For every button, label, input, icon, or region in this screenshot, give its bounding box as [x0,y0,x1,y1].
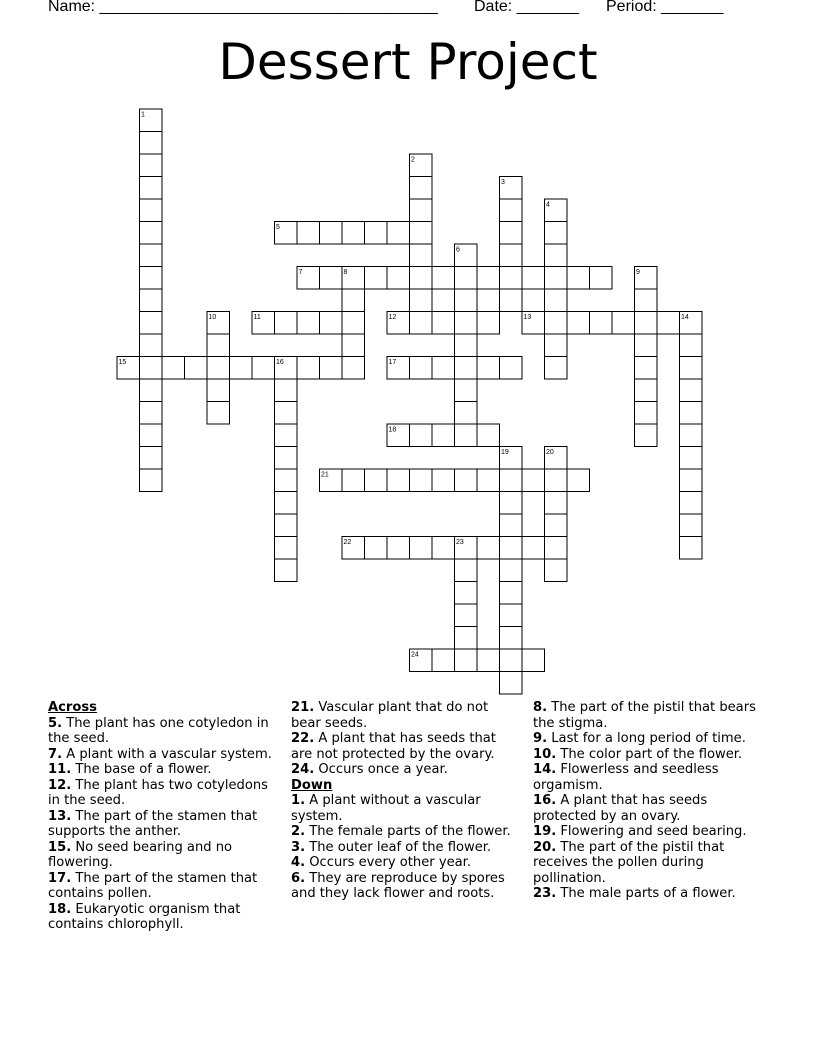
grid-cell[interactable] [635,402,658,425]
grid-cell[interactable] [500,267,523,290]
clues-column-3 [533,700,759,902]
clue-number: 11. [48,762,72,777]
grid-cell[interactable] [275,469,298,492]
grid-cell[interactable] [545,469,568,492]
across-clue [48,902,274,933]
grid-cell[interactable] [140,424,163,447]
clue-text: A plant that has seeds that are not protected by the ovary. [291,731,496,762]
clue-text: No seed bearing and no flowering. [48,839,233,870]
clue-number-label: 4 [546,201,550,209]
grid-cell[interactable] [140,357,163,380]
grid-cell[interactable] [140,469,163,492]
clue-text: A plant with a vascular system. [62,746,272,762]
grid-cell[interactable] [455,267,478,290]
grid-cell[interactable] [590,267,613,290]
grid-cell[interactable] [545,514,568,537]
grid-cell[interactable] [410,357,433,380]
name-field: Name: ______________________________________ [48,0,438,15]
clue-text: The part of the stamen that supports the anther. [48,808,258,839]
clue-number-label: 20 [546,449,554,456]
grid-cell[interactable] [140,447,163,470]
clue-number-label: 13 [523,314,532,321]
grid-cell[interactable] [230,357,253,380]
grid-cell[interactable] [320,312,343,335]
grid-cell[interactable] [297,357,320,380]
grid-cell[interactable] [320,267,343,290]
grid-cell[interactable] [140,177,163,200]
clue-number-label: 18 [388,426,397,434]
clue-number: 15. [48,839,72,855]
grid-cell[interactable] [342,469,365,492]
clue-text: The color part of the flower. [556,746,743,762]
clue-number: 16. [533,793,557,808]
grid-cell[interactable] [410,469,433,492]
grid-cell[interactable] [297,312,320,335]
grid-cell[interactable] [680,402,703,425]
clue-number-label: 5 [276,224,280,231]
grid-cell[interactable] [207,402,230,425]
clue-text: Vascular plant that do not bear seeds. [291,700,489,731]
clue-number-label: 10 [208,314,217,321]
grid-cell[interactable] [207,357,230,380]
clue-text: The female parts of the flower. [305,824,511,839]
grid-cell[interactable] [522,267,545,290]
across-clue [48,747,274,763]
grid-cell[interactable] [500,582,523,605]
grid-cell[interactable] [500,199,523,222]
grid-cell[interactable] [342,334,365,357]
clue-number-label: 8 [343,269,348,276]
down-clue [291,871,517,902]
grid-cell[interactable] [545,267,568,290]
clue-text: The male parts of a flower. [556,886,736,901]
page-title: Dessert Project [218,33,598,91]
grid-cell[interactable] [140,267,163,290]
grid-cell[interactable] [545,289,568,312]
grid-cell[interactable] [252,357,275,380]
grid-cell[interactable] [162,357,185,380]
grid-cell[interactable] [680,334,703,357]
grid-cell[interactable] [477,357,500,380]
grid-cell[interactable] [635,289,658,312]
grid-cell[interactable] [590,312,613,335]
grid-cell[interactable] [410,537,433,560]
grid-cell[interactable] [342,289,365,312]
across-clue [291,731,517,762]
clue-number-label: 24 [411,651,419,659]
clue-text: The part of the stamen that contains pollen. [48,870,258,901]
grid-cell[interactable] [275,447,298,470]
grid-cell[interactable] [545,492,568,515]
grid-cell[interactable] [680,357,703,380]
grid-cell[interactable] [410,199,433,222]
clue-number: 18. [48,901,72,917]
across-clue [48,871,274,902]
clue-number: 3. [291,839,306,855]
grid-cell[interactable] [455,402,478,425]
grid-cell[interactable] [140,379,163,402]
grid-cell[interactable] [567,469,590,492]
clue-number: 9. [533,731,548,746]
clue-number: 21. [291,700,315,715]
clue-number-label: 17 [388,359,397,366]
grid-cell[interactable] [387,537,410,560]
grid-cell[interactable] [320,357,343,380]
grid-cell[interactable] [432,312,455,335]
grid-cell[interactable] [545,244,568,267]
down-clue [291,840,517,856]
grid-cell[interactable] [410,289,433,312]
clue-number-label: 22 [343,539,352,546]
grid-cell[interactable] [522,537,545,560]
grid-cell[interactable] [545,357,568,380]
clue-number-label: 15 [118,359,127,366]
grid-cell[interactable] [635,357,658,380]
grid-cell[interactable] [477,469,500,492]
grid-cell[interactable] [410,424,433,447]
grid-cell[interactable] [455,289,478,312]
clue-number: 19. [533,824,557,839]
grid-cell[interactable] [545,334,568,357]
grid-cell[interactable] [455,559,478,582]
grid-cell[interactable] [275,312,298,335]
grid-cell[interactable] [635,334,658,357]
down-clue [533,747,759,763]
clue-number-label: 9 [636,269,640,276]
grid-cell[interactable] [455,604,478,627]
grid-cell[interactable] [545,312,568,335]
grid-cell[interactable] [635,424,658,447]
clue-number-label: 23 [456,539,464,546]
down-heading: Down [291,777,333,793]
clue-number-label: 21 [321,471,329,479]
grid-cell[interactable] [410,244,433,267]
grid-cell[interactable] [680,447,703,470]
clue-text: The plant has one cotyledon in the seed. [48,715,269,746]
clue-number: 13. [48,808,72,824]
grid-cell[interactable] [275,492,298,515]
grid-cell[interactable] [342,312,365,335]
grid-cell[interactable] [140,132,163,155]
across-clue [291,700,517,731]
down-clue [533,762,759,793]
clue-number: 10. [533,746,557,762]
grid-cell[interactable] [455,627,478,650]
clue-number-label: 16 [276,359,284,366]
grid-cell[interactable] [500,649,523,672]
clue-number-label: 19 [501,449,509,456]
grid-cell[interactable] [500,289,523,312]
clue-number: 22. [291,731,315,746]
clue-text: Flowerless and seedless orgamism. [533,762,719,793]
clue-number-label: 7 [298,269,303,276]
grid-cell[interactable] [432,424,455,447]
grid-cell[interactable] [140,289,163,312]
grid-cell[interactable] [680,469,703,492]
grid-cell[interactable] [500,537,523,560]
grid-cell[interactable] [275,424,298,447]
across-clue [48,762,274,778]
grid-cell[interactable] [500,469,523,492]
clue-text: The outer leaf of the flower. [305,839,492,855]
clue-number: 12. [48,777,72,793]
clue-text: The part of the pistil that receives the pollen during pollination. [533,839,725,886]
grid-cell[interactable] [680,379,703,402]
clue-number: 14. [533,762,557,777]
grid-cell[interactable] [410,312,433,335]
clues-column-2 [291,700,517,902]
clue-text: Flowering and seed bearing. [556,824,747,839]
grid-cell[interactable] [140,244,163,267]
clue-text: The plant has two cotyledons in the seed. [48,777,268,808]
grid-cell[interactable] [522,469,545,492]
down-clue [291,855,517,871]
grid-cell[interactable] [140,154,163,177]
clue-number: 24. [291,762,315,777]
clue-number: 5. [48,715,63,731]
clue-text: A plant without a vascular system. [291,793,481,824]
grid-cell[interactable] [342,357,365,380]
clue-number: 17. [48,870,72,886]
down-clue [533,840,759,887]
down-clue [533,793,759,824]
grid-cell[interactable] [567,312,590,335]
grid-cell[interactable] [477,312,500,335]
grid-cell[interactable] [500,604,523,627]
clue-number: 7. [48,746,63,762]
grid-cell[interactable] [657,312,680,335]
clue-number-label: 2 [411,156,415,164]
grid-cell[interactable] [477,267,500,290]
grid-cell[interactable] [680,424,703,447]
grid-cell[interactable] [477,649,500,672]
clue-number: 2. [291,824,306,839]
grid-cell[interactable] [635,312,658,335]
across-clue [48,809,274,840]
grid-cell[interactable] [500,559,523,582]
grid-cell[interactable] [140,222,163,245]
grid-cell[interactable] [432,469,455,492]
grid-cell[interactable] [635,379,658,402]
clue-number: 20. [533,839,557,855]
grid-cell[interactable] [275,559,298,582]
grid-cell[interactable] [275,402,298,425]
grid-cell[interactable] [455,649,478,672]
grid-cell[interactable] [500,492,523,515]
grid-cell[interactable] [545,559,568,582]
clue-text: They are reproduce by spores and they lack flower and roots. [291,870,505,901]
clue-text: A plant that has seeds protected by an ovary. [533,793,708,824]
clue-number-label: 1 [141,111,145,119]
grid-cell[interactable] [455,469,478,492]
grid-cell[interactable] [500,222,523,245]
grid-cell[interactable] [500,357,523,380]
grid-cell[interactable] [455,334,478,357]
grid-cell[interactable] [365,537,388,560]
clue-text: The base of a flower. [71,762,212,777]
grid-cell[interactable] [320,222,343,245]
clue-text: Occurs once a year. [314,762,448,777]
clue-number-label: 12 [388,314,397,321]
grid-cell[interactable] [567,267,590,290]
grid-cell[interactable] [207,379,230,402]
grid-cell[interactable] [500,244,523,267]
clue-number-label: 3 [501,179,505,186]
clue-number: 8. [533,700,548,715]
grid-cell[interactable] [455,582,478,605]
down-clue [291,793,517,824]
grid-cell[interactable] [477,537,500,560]
across-clue [48,778,274,809]
grid-cell[interactable] [545,537,568,560]
down-clue [533,700,759,731]
grid-cell[interactable] [455,379,478,402]
grid-cell[interactable] [275,514,298,537]
grid-cell[interactable] [432,357,455,380]
grid-cell[interactable] [297,222,320,245]
clue-number-label: 14 [681,314,689,321]
grid-cell[interactable] [140,199,163,222]
grid-cell[interactable] [432,267,455,290]
clue-number: 4. [291,855,306,870]
grid-cell[interactable] [522,649,545,672]
grid-cell[interactable] [500,672,523,695]
across-clue [48,840,274,871]
grid-cell[interactable] [342,222,365,245]
grid-cell[interactable] [275,379,298,402]
across-heading: Across [48,700,97,715]
clue-number-label: 6 [456,246,460,254]
grid-cell[interactable] [500,514,523,537]
down-clue [533,886,759,902]
down-clue [291,824,517,840]
across-clue [291,762,517,778]
clue-number: 23. [533,886,557,901]
grid-cell[interactable] [410,267,433,290]
grid-cell[interactable] [275,537,298,560]
grid-cell[interactable] [545,222,568,245]
grid-cell[interactable] [680,514,703,537]
date-field: Date: _______ [474,0,579,15]
grid-cell[interactable] [387,469,410,492]
clue-number: 6. [291,870,306,886]
grid-cell[interactable] [410,177,433,200]
grid-cell[interactable] [680,492,703,515]
grid-cell[interactable] [455,357,478,380]
grid-cell[interactable] [455,312,478,335]
down-clue [533,824,759,840]
grid-cell[interactable] [140,312,163,335]
grid-cell[interactable] [477,424,500,447]
clue-text: The part of the pistil that bears the stigma. [533,700,756,731]
down-clue [533,731,759,747]
clue-text: Eukaryotic organism that contains chlorophyll. [48,901,241,932]
grid-cell[interactable] [432,649,455,672]
grid-cell[interactable] [387,267,410,290]
grid-cell[interactable] [500,627,523,650]
grid-cell[interactable] [365,469,388,492]
grid-cell[interactable] [185,357,208,380]
across-clue [48,716,274,747]
clues-column-1 [48,700,274,933]
clue-text: Occurs every other year. [305,855,471,870]
grid-cell[interactable] [365,267,388,290]
clue-number: 1. [291,793,306,808]
grid-cell[interactable] [455,424,478,447]
grid-cell[interactable] [387,222,410,245]
period-field: Period: _______ [606,0,724,15]
grid-cell[interactable] [432,537,455,560]
grid-cell[interactable] [410,222,433,245]
clue-number-label: 11 [253,314,261,321]
grid-cell[interactable] [207,334,230,357]
grid-cell[interactable] [365,222,388,245]
grid-cell[interactable] [140,334,163,357]
grid-cell[interactable] [140,402,163,425]
clue-text: Last for a long period of time. [547,731,746,746]
grid-cell[interactable] [612,312,635,335]
grid-cell[interactable] [680,537,703,560]
